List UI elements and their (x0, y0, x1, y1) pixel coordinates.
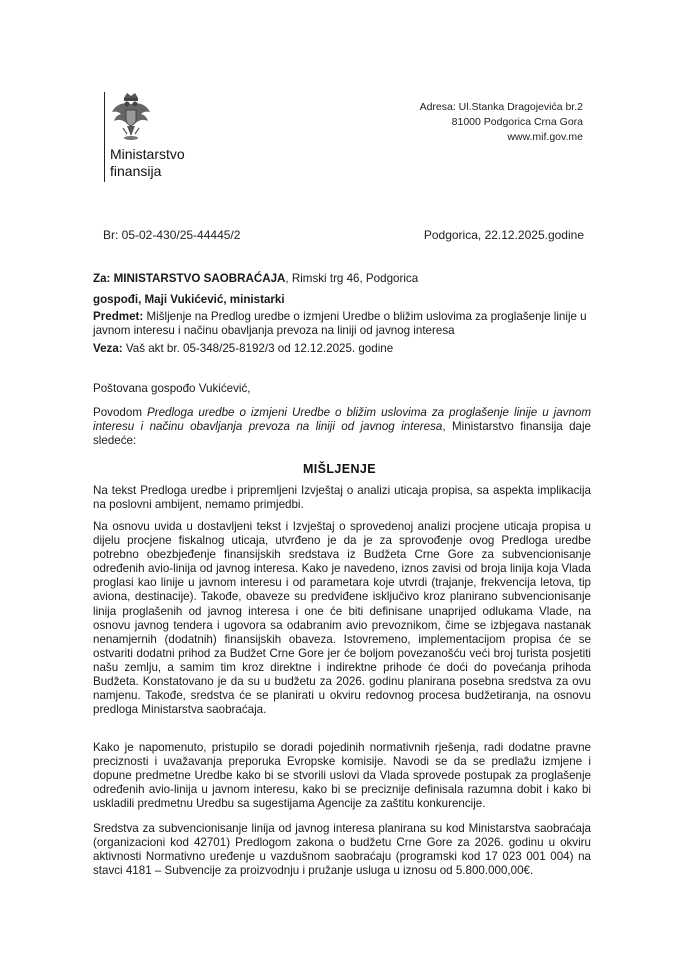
ministry-address (363, 100, 583, 145)
paragraph-1: Na tekst Predloga uredbe i pripremljeni Izvještaj o analizi uticaja propisa, sa aspekta implikacija na poslovni ambijent, nemamo primjedbi. (93, 484, 591, 512)
intro-before: Povodom (93, 406, 147, 419)
place-date: Podgorica, 22.12.2025.godine (423, 228, 584, 242)
za-label: Za: (93, 272, 111, 285)
recipient-name: MINISTARSTVO SAOBRAĆAJA (113, 272, 286, 285)
address-website: www.mif.gov.me (507, 131, 583, 143)
opinion-heading: MIŠLJENJE (302, 462, 377, 476)
reference-text: Vaš akt br. 05-348/25-8192/3 od 12.12.2025. godine (122, 342, 394, 355)
intro-after: , Ministarstvo finansija daje sledeće: (93, 420, 592, 448)
subject-label: Predmet: (93, 310, 144, 323)
recipient-address: , Rimski trg 46, Podgorica (285, 272, 419, 285)
address-line1: Adresa: Ul.Stanka Dragojevića br.2 (419, 101, 583, 113)
subject-line (93, 310, 593, 338)
salutation: Poštovana gospođo Vukićević, (93, 382, 251, 395)
coat-of-arms-icon (110, 92, 152, 142)
ministry-line1: Ministarstvo (110, 146, 185, 162)
intro-paragraph (93, 406, 591, 448)
header-divider (104, 92, 105, 182)
paragraph-2: Na osnovu uvida u dostavljeni tekst i Izvještaj o sprovedenoj analizi procjene uticaja propisa u dijelu procjene fiskalnog uticaja, utvrđeno je da je za sprovođenje ovog Predloga uredbe potrebno obezbjeđenje finansijskih sredstava iz Budžeta Crne Gore za subvencionisanje određenih avio-linija od javnog interesa. Kako je navedeno, iznos zavisi od broja linija koja Vlada proglasi kao linije u javnom interesu i od parametara koje utvrdi (trajanje, frekvencija letova, tip aviona, destinacije). Takođe, obaveze su predviđene isključivo kroz planirano subvencionisanje linija proglašenih od javnog interesa i one će biti definisane unaprijed odlukama Vlade, na osnovu javnog tendera i ugovora sa odabranim avio prevoznikom, čime se izbjegava nastanak nenamjernih (dodatnih) finansijskih obaveza. Istovremeno, implementacijom propisa će se ostvariti dodatni prihod za Budžet Crne Gore jer će boljom povezanošću veći broj turista posjetiti našu zemlju, a samim tim kroz direktne i indirektne prihode će doći do povećanja prihoda Budžeta. Konstatovano je da su u budžetu za 2026. godinu planirana posebna sredstva za ovu namjenu. Takođe, sredstva će se planirati u okviru redovnog procesa budžetiranja, na osnovu predloga Ministarstva saobraćaja. (93, 520, 591, 717)
reference-number: Br: 05-02-430/25-44445/2 (103, 228, 241, 242)
reference-line (93, 342, 593, 356)
intro-italic: Predloga uredbe o izmjeni Uredbe o bližim uslovima za proglašenje linije u javnom interesu i načinu obavljanja prevoza na liniji od javnog interesa (93, 406, 592, 434)
ministry-name (110, 146, 185, 180)
ministry-line2: finansija (110, 163, 162, 179)
address-line2: 81000 Podgorica Crna Gora (451, 116, 583, 128)
recipient-person: gospođi, Maji Vukićević, ministarki (93, 293, 285, 306)
reference-label: Veza: (93, 342, 123, 355)
paragraph-4: Sredstva za subvencionisanje linija od javnog interesa planirana su kod Ministarstva saobraćaja (organizacioni kod 42701) Predlogom zakona o budžetu Crne Gore za 2026. godinu u okviru aktivnosti Normativno uređenje u vazdušnom saobraćaju (programski kod 17 023 001 004) na stavci 4181 – Subvencije za proizvodnju i pružanje usluga u iznosu od 5.800.000,00€. (93, 822, 591, 878)
recipient-line (93, 272, 593, 286)
subject-text: Mišljenje na Predlog uredbe o izmjeni Uredbe o bližim uslovima za proglašenje linije u javnom interesu i načinu obavljanja prevoza na liniji od javnog interesa (93, 310, 587, 337)
paragraph-3: Kako je napomenuto, pristupilo se doradi pojedinih normativnih rješenja, radi dodatne pravne preciznosti i uvažavanja preporuka Evropske komisije. Navodi se da se predlažu izmjene i dopune predmetne Uredbe kako bi se stvorili uslovi da Vlada sprovede postupak za proglašenje određenih avio-linija u javnom interesu, kako bi se preciznije definisala razumna dobit i kako bi uskladili predmetnu Uredbu sa sugestijama Agencije za zaštitu konkurencije. (93, 741, 591, 811)
